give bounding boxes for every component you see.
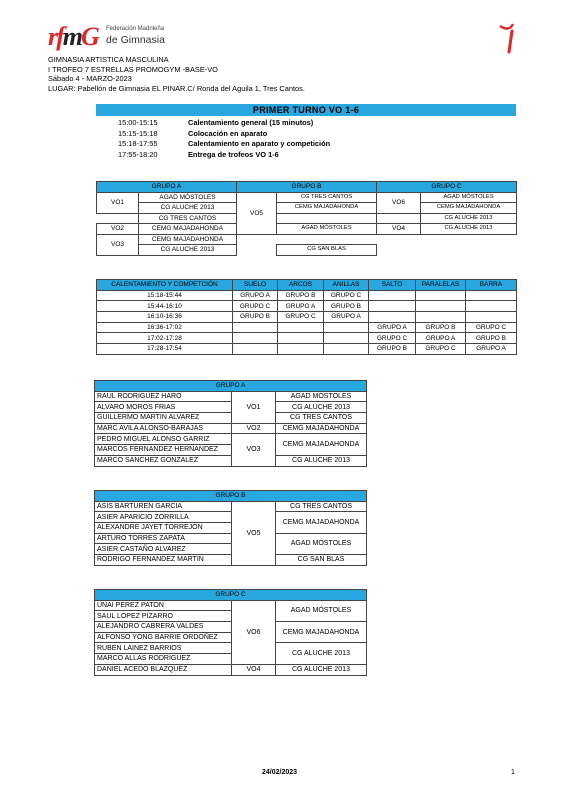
vo-label: VO2	[232, 423, 276, 434]
club-cell: CG ALUCHE 2013	[421, 213, 517, 224]
group-title: GRUPO A	[95, 381, 367, 392]
club-cell: AGAD MÓSTOLES	[139, 192, 237, 203]
rotation-header: ARCOS	[278, 280, 324, 291]
club-cell: CG ALUCHE 2013	[276, 664, 367, 675]
club-cell: CG TRES CANTOS	[276, 501, 367, 512]
athlete-name: MARCO SANCHEZ GONZALEZ	[95, 455, 232, 466]
athlete-name: MARC AVILA ALONSO-BARAJAS	[95, 423, 232, 434]
rotation-header: SALTO	[369, 280, 416, 291]
club-cell: CG ALUCHE 2013	[139, 245, 237, 256]
header-line2: I TROFEO 7 ESTRELLAS PROMOGYM -BASE-VO	[48, 64, 218, 74]
club-cell: CG ALUCHE 2013	[276, 455, 367, 466]
table-row: 15:44-16:10 GRUPO C GRUPO A GRUPO B	[97, 301, 517, 312]
footer-date: 24/02/2023	[262, 769, 298, 776]
rotation-header: BARRA	[466, 280, 517, 291]
table-row: 16:10-16:36 GRUPO B GRUPO C GRUPO A	[97, 312, 517, 323]
vo-label: VO3	[97, 234, 139, 255]
rotation-header: SUELO	[233, 280, 278, 291]
vo-label: VO1	[232, 391, 276, 423]
club-cell: AGAD MÓSTOLES	[276, 600, 367, 621]
club-cell: CEMG MAJADAHONDA	[276, 512, 367, 533]
vo-label: VO6	[377, 192, 421, 213]
table-row: 17:02-17:28 GRUPO C GRUPO A GRUPO B	[97, 333, 517, 344]
athlete-name: ASIER APARICIO ZORRILLA	[95, 512, 232, 523]
club-cell: CEMG MAJADAHONDA	[139, 234, 237, 245]
club-cell: CG TRES CANTOS	[276, 413, 367, 424]
athlete-name: SAUL LOPEZ PIZARRO	[95, 611, 232, 622]
logo-mark: rfmG	[48, 22, 98, 51]
club-cell: CEMG MAJADAHONDA	[276, 622, 367, 643]
turno-title: PRIMER TURNO VO 1-6	[96, 104, 516, 116]
schedule-row: 15:18-17:55 Calentamiento en aparato y competición	[118, 139, 331, 149]
header-line4: LUGAR: Pabellón de Gimnasia EL PINAR.C/ Ronda del Aguila 1, Tres Cantos.	[48, 83, 305, 93]
club-cell: CG ALUCHE 2013	[276, 643, 367, 664]
rotation-table	[96, 279, 517, 355]
club-cell: CG SAN BLAS	[276, 555, 367, 566]
club-cell: CEMG MAJADAHONDA	[277, 203, 377, 214]
group-b-table	[94, 490, 367, 566]
athlete-name: MARCO ALLAS RODRIGUEZ	[95, 654, 232, 665]
vo-label: VO4	[377, 224, 421, 235]
athlete-name: RAUL RODRIGUEZ HARO	[95, 391, 232, 402]
athlete-name: ALFONSO YONG BARRIE ORDOÑEZ	[95, 632, 232, 643]
vo-label: VO6	[232, 600, 276, 664]
club-cell: AGAD MÓSTOLES	[277, 224, 377, 235]
club-cell: CG TRES CANTOS	[277, 192, 377, 203]
club-cell: AGAD MÓSTOLES	[276, 391, 367, 402]
athlete-name: ASIS BARTUREN GARCIA	[95, 501, 232, 512]
rotation-header: PARALELAS	[416, 280, 466, 291]
logo-line2: de Gimnasia	[106, 34, 165, 46]
club-cell: CEMG MAJADAHONDA	[421, 203, 517, 214]
group-a-table	[94, 380, 367, 467]
vo-label: VO5	[237, 192, 277, 234]
schedule-row: 15:00-15:15 Calentamiento general (15 minutos)	[118, 118, 314, 127]
athlete-name: MARCOS FERNANDEZ HERNANDEZ	[95, 445, 232, 456]
vo-label: VO5	[232, 501, 276, 565]
athlete-name: RODRIGO FERNANDEZ MARTIN	[95, 555, 232, 566]
table-row: 16:36-17:02 GRUPO A GRUPO B GRUPO C	[97, 322, 517, 333]
athlete-name: ASIER CASTAÑO ALVAREZ	[95, 544, 232, 555]
header-line1: GIMNASIA ARTISTICA MASCULINA	[48, 55, 169, 64]
page-number: 1	[511, 769, 515, 776]
club-cell: CG ALUCHE 2013	[276, 402, 367, 413]
club-cell: AGAD MÓSTOLES	[276, 533, 367, 554]
vo-label: VO4	[232, 664, 276, 675]
club-cell: CG SAN BLAS	[277, 245, 377, 256]
rotation-header: CALENTAMIENTO Y COMPETCIÓN	[97, 280, 233, 291]
right-logo-icon	[497, 22, 523, 54]
logo-line1: Federación Madrileña	[106, 26, 165, 32]
club-cell: CEMG MAJADAHONDA	[276, 423, 367, 434]
schedule-list	[118, 118, 330, 160]
athlete-name: UNAI PEREZ PATON	[95, 600, 232, 611]
club-cell: CEMG MAJADAHONDA	[276, 434, 367, 455]
club-cell: CG ALUCHE 2013	[421, 224, 517, 235]
group-title: GRUPO C	[95, 590, 367, 601]
club-cell: AGAD MÓSTOLES	[421, 192, 517, 203]
table-row: 15:18-15:44 GRUPO A GRUPO B GRUPO C	[97, 290, 517, 301]
groups-header-c: GRUPO C	[377, 182, 517, 193]
document-header	[48, 55, 305, 93]
athlete-name: RUBEN LAINEZ BARRIOS	[95, 643, 232, 654]
club-cell: CG TRES CANTOS	[139, 213, 237, 224]
group-title: GRUPO B	[95, 491, 367, 502]
club-cell: CEMG MAJADAHONDA	[139, 224, 237, 235]
athlete-name: ARTURO TORRES ZAPATA	[95, 533, 232, 544]
schedule-row: 17:55-18:20 Entrega de trofeos VO 1-6	[118, 149, 279, 159]
groups-header-b: GRUPO B	[237, 182, 377, 193]
athlete-name: ALVARO MOROS FRIAS	[95, 402, 232, 413]
athlete-name: GUILLERMO MARTIN ALVAREZ	[95, 413, 232, 424]
table-row: 17:28-17:54 GRUPO B GRUPO C GRUPO A	[97, 344, 517, 355]
group-c-table	[94, 589, 367, 676]
athlete-name: ALEJANDRO CABRERA VALDES	[95, 622, 232, 633]
club-cell: CG ALUCHE 2013	[139, 203, 237, 214]
header-line3: Sábado 4 - MARZO-2023	[48, 74, 132, 84]
groups-table	[96, 181, 517, 256]
vo-label: VO2	[97, 224, 139, 235]
federation-logo	[48, 20, 165, 60]
groups-header-a: GRUPO A	[97, 182, 237, 193]
athlete-name: DANIEL ACEDO BLAZQUEZ	[95, 664, 232, 675]
vo-label: VO3	[232, 434, 276, 466]
athlete-name: PEDRO MIGUEL ALONSO GARRIZ	[95, 434, 232, 445]
athlete-name: ALEXANDRE JAYET TORREJON	[95, 523, 232, 534]
schedule-row: 15:15-15:18 Colocación en aparato	[118, 128, 268, 138]
rotation-header: ANILLAS	[324, 280, 369, 291]
vo-label: VO1	[97, 192, 139, 213]
